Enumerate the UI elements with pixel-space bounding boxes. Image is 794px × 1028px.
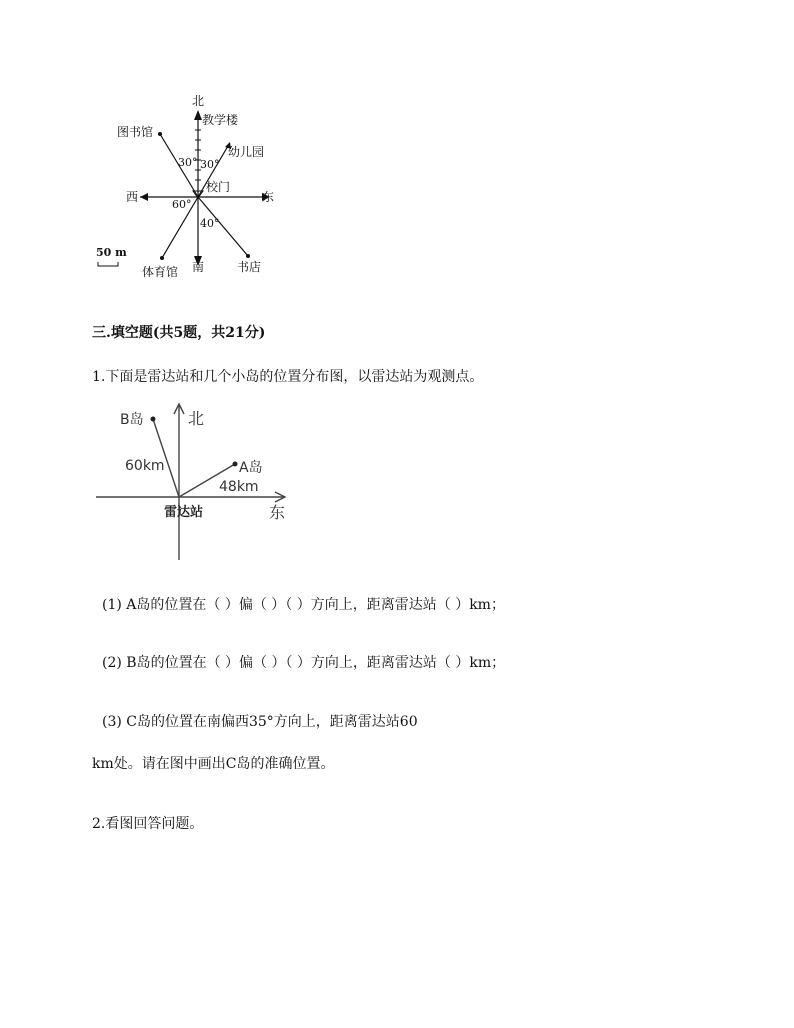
- angle-b-label: 30°: [200, 158, 220, 171]
- question-1-part-3-line-2: km处。请在图中画出C岛的准确位置。: [92, 756, 335, 772]
- gym-label: 体育馆: [142, 265, 179, 279]
- angle-a-label: 30°: [178, 156, 198, 169]
- island-a-point: [233, 462, 238, 467]
- scale-bar: [98, 262, 118, 266]
- question-1-part-2: (2) B岛的位置在（ ）偏（ ）（ ）方向上，距离雷达站（ ）km；: [102, 655, 506, 671]
- south-label: 南: [192, 260, 205, 274]
- radar-island-diagram: [92, 400, 302, 566]
- angle-c-label: 60°: [172, 198, 192, 211]
- west-label: 西: [126, 190, 139, 204]
- east-label: 东: [269, 503, 286, 522]
- kindergarten-label: 幼儿园: [228, 145, 265, 159]
- island-b-point: [151, 417, 156, 422]
- island-b-label: B岛: [120, 412, 144, 428]
- question-1-stem: 1.下面是雷达站和几个小岛的位置分布图，以雷达站为观测点。: [92, 369, 484, 385]
- school-direction-map: [90, 90, 290, 290]
- dist-b-label: 60km: [125, 458, 165, 474]
- west-arrow: [140, 193, 148, 201]
- north-arrow: [194, 110, 202, 120]
- scale-label: 50 m: [96, 246, 127, 259]
- section-title: 三.填空题(共5题，共21分): [92, 325, 266, 341]
- school-gate-label: 校门: [206, 180, 231, 194]
- question-1-part-1: (1) A岛的位置在（ ）偏（ ）（ ）方向上，距离雷达站（ ）km；: [102, 597, 505, 613]
- island-a-label: A岛: [239, 460, 263, 476]
- dist-a-label: 48km: [219, 479, 259, 495]
- bookstore-label: 书店: [237, 260, 262, 274]
- teaching-building-label: 教学楼: [202, 113, 239, 127]
- question-1-part-3-line-1: (3) C岛的位置在南偏西35°方向上，距离雷达站60: [102, 714, 418, 730]
- radar-label: 雷达站: [164, 505, 204, 520]
- east-label: 东: [262, 190, 275, 204]
- angle-d-label: 40°: [200, 217, 220, 230]
- north-label: 北: [192, 94, 205, 108]
- library-label: 图书馆: [117, 125, 154, 139]
- north-label: 北: [188, 409, 205, 428]
- question-2-stem: 2.看图回答问题。: [92, 816, 204, 832]
